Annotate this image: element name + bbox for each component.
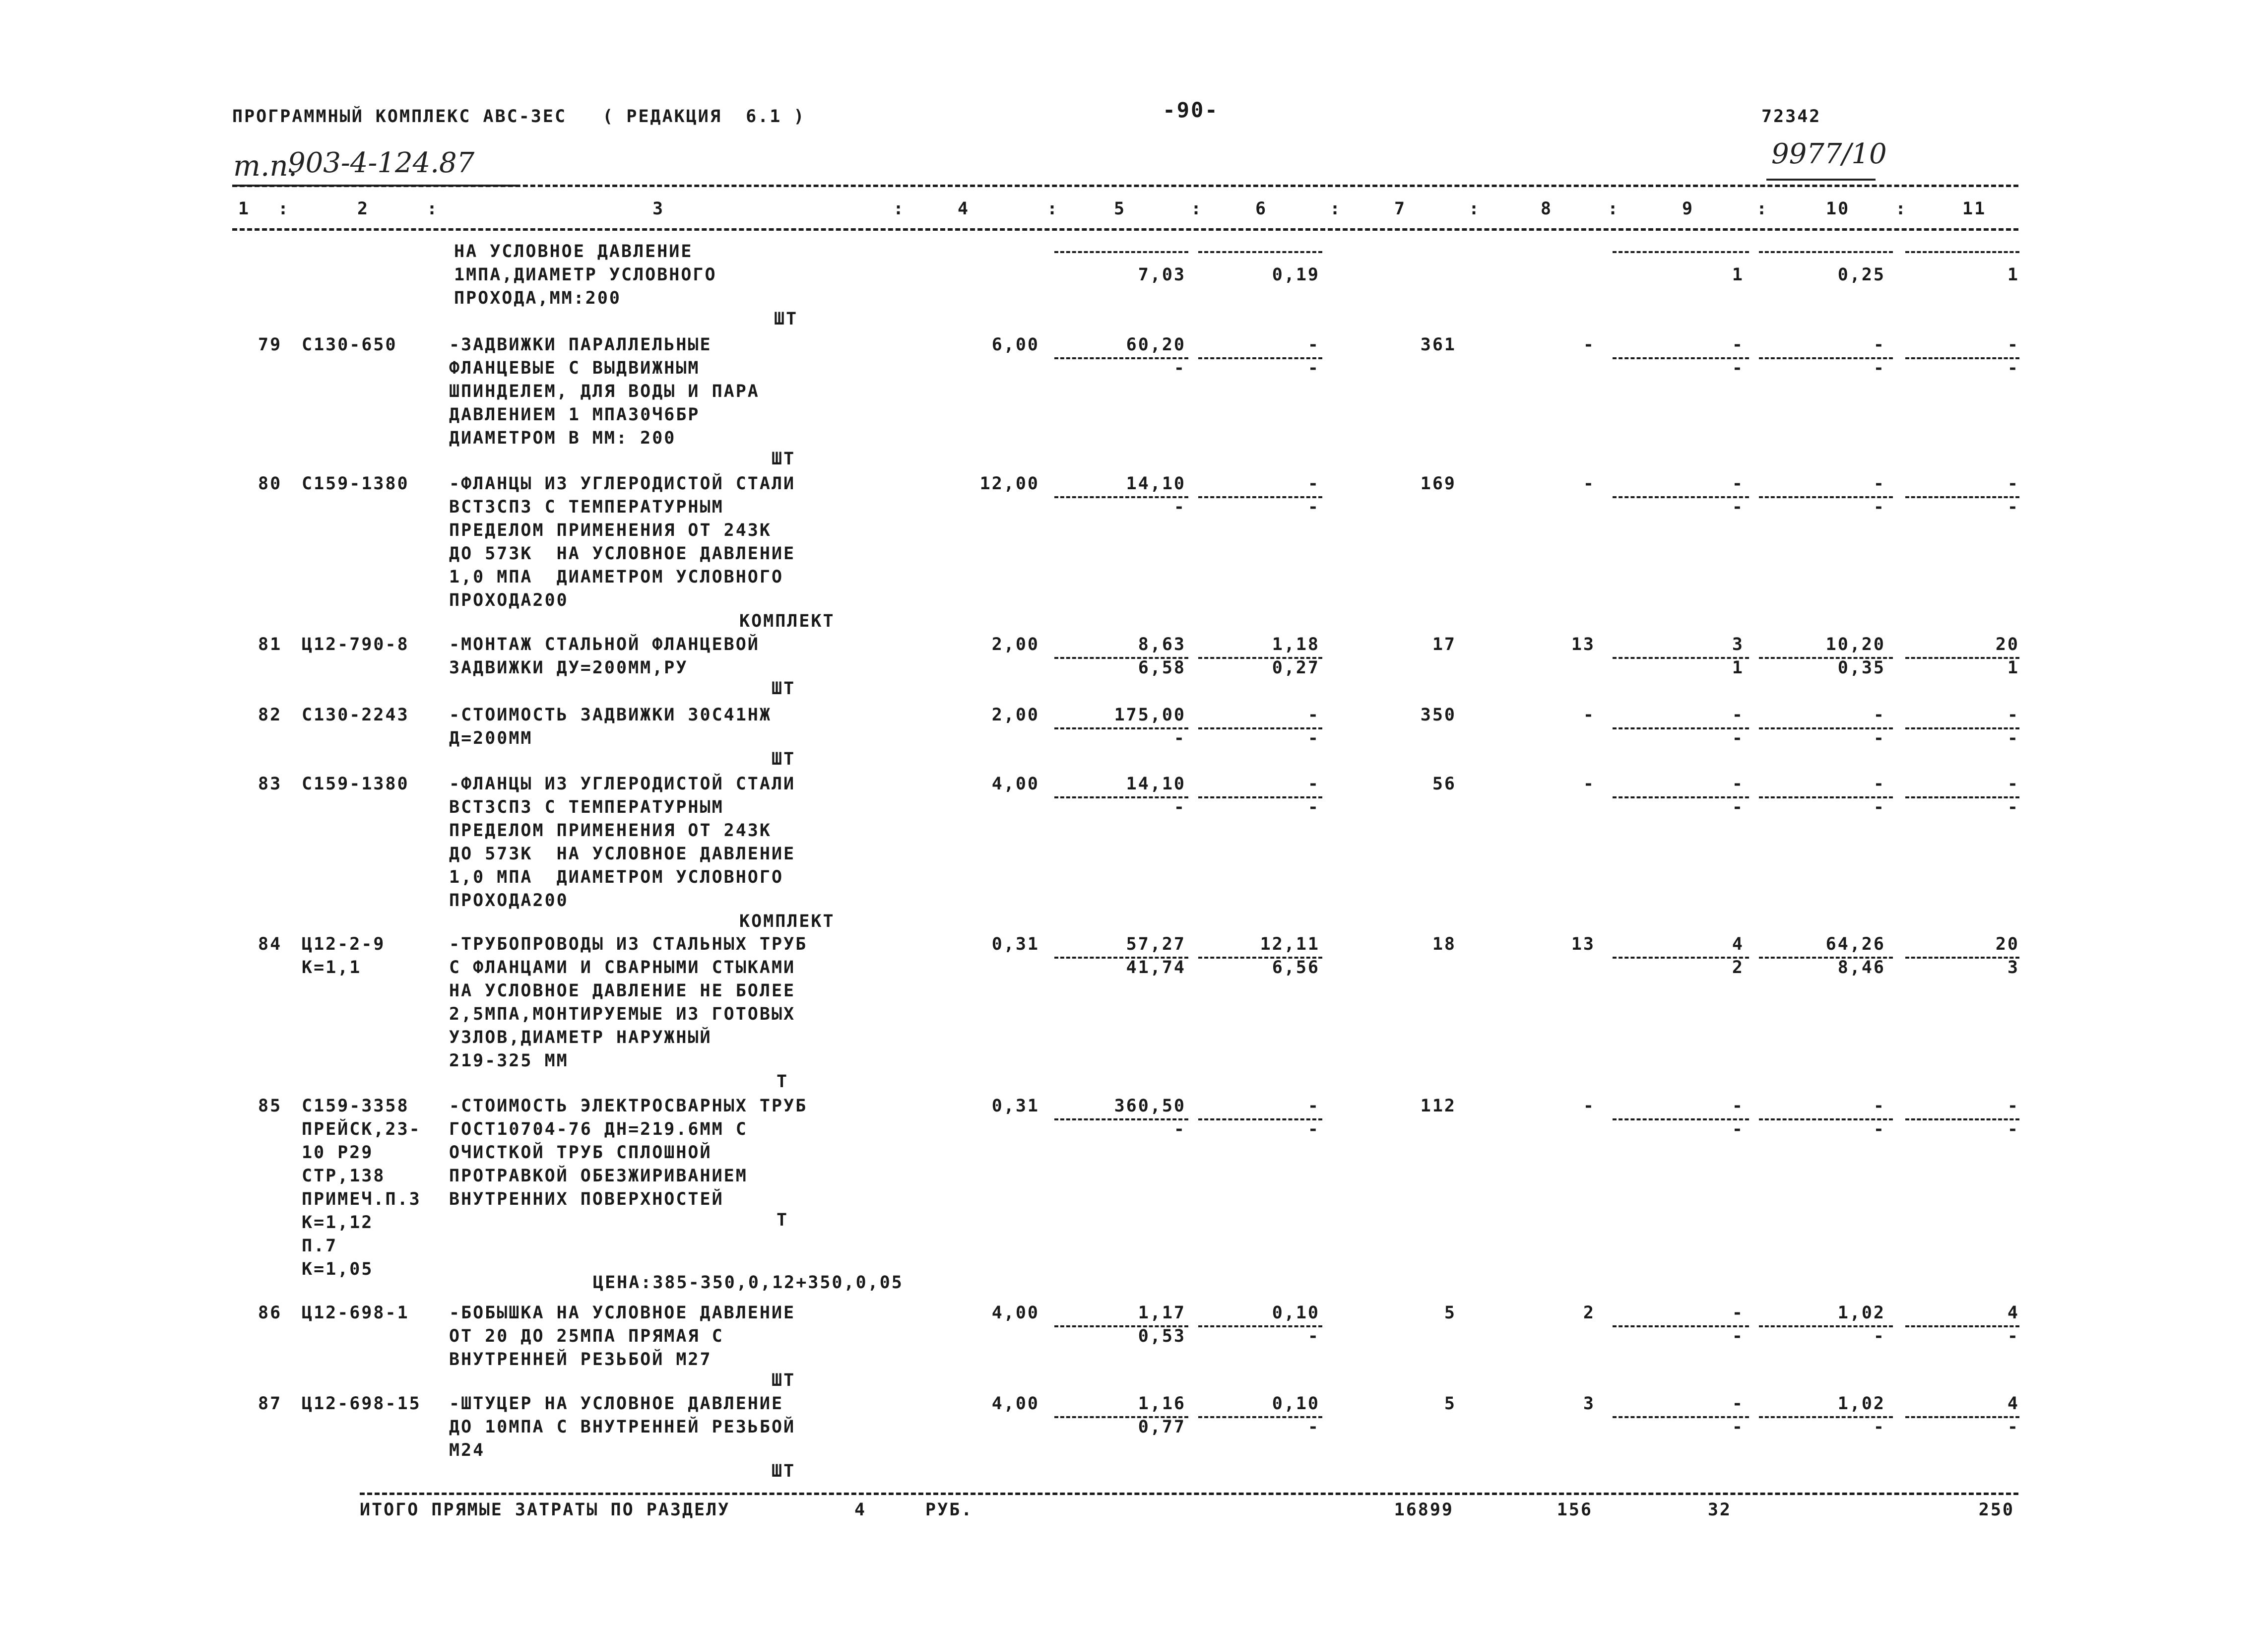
row-code-line: ПРИМЕЧ.П.3 <box>302 1189 421 1209</box>
row-col6-value: - <box>1307 705 1320 725</box>
row-col5-subvalue: - <box>1173 497 1186 517</box>
row-desc-line: -ШТУЦЕР НА УСЛОВНОЕ ДАВЛЕНИЕ <box>449 1394 784 1414</box>
row-desc-line: -СТОИМОСТЬ ЭЛЕКТРОСВАРНЫХ ТРУБ <box>449 1096 808 1116</box>
row-col6-subvalue: - <box>1307 1119 1320 1139</box>
row-desc-line: ПРОТРАВКОЙ ОБЕЗЖИРИВАНИЕМ <box>449 1166 748 1186</box>
row-desc-line: ГОСТ10704-76 ДН=219.6ММ С <box>449 1119 748 1139</box>
row-col8-value: - <box>1583 335 1595 355</box>
row-col9-subvalue: - <box>1732 728 1744 748</box>
row-col7-value: 5 <box>1444 1303 1456 1323</box>
row-col8-value: 3 <box>1583 1394 1595 1414</box>
row-col10-value: - <box>1873 774 1885 794</box>
row-col6-value: - <box>1307 335 1320 355</box>
column-header-10: 10 <box>1826 199 1850 219</box>
row-col6-value: 1,18 <box>1272 635 1320 654</box>
tp-prefix: т.п. <box>233 149 298 183</box>
row-col11-subvalue: 3 <box>2007 958 2019 977</box>
subvalue-separator <box>1613 251 1749 253</box>
row-desc-line: ВНУТРЕННИХ ПОВЕРХНОСТЕЙ <box>449 1189 724 1209</box>
row-col11-subvalue: - <box>2007 497 2019 517</box>
column-header-separator: : <box>1330 199 1342 219</box>
row-code-line: К=1,12 <box>302 1213 374 1233</box>
row-col5-value: 8,63 <box>1138 635 1186 654</box>
row-col8-value: 13 <box>1571 635 1595 654</box>
row-col9-subvalue: - <box>1732 1119 1744 1139</box>
row-number: 79 <box>258 335 282 355</box>
row-col6-subvalue: 0,27 <box>1272 658 1320 678</box>
row-unit: КОМПЛЕКТ <box>739 611 835 631</box>
row-col8-value: - <box>1583 474 1595 494</box>
row-desc-line: ДИАМЕТРОМ В ММ: 200 <box>449 428 676 448</box>
row-unit: ШТ <box>772 749 796 769</box>
total-col8: 156 <box>1556 1500 1593 1520</box>
column-header-8: 8 <box>1541 199 1553 219</box>
row-col9-subvalue: 1 <box>1732 658 1744 678</box>
row-col9-value: - <box>1732 1096 1744 1116</box>
row-unit: ШТ <box>772 1461 796 1481</box>
row-number: 85 <box>258 1096 282 1116</box>
row-desc-line: -ФЛАНЦЫ ИЗ УГЛЕРОДИСТОЙ СТАЛИ <box>449 774 796 794</box>
row-unit: ШТ <box>772 449 796 469</box>
row-col6-subvalue: - <box>1307 1326 1320 1346</box>
row-desc-line: 1,0 МПА ДИАМЕТРОМ УСЛОВНОГО <box>449 567 784 587</box>
row-desc-line: НА УСЛОВНОЕ ДАВЛЕНИЕ НЕ БОЛЕЕ <box>449 981 796 1001</box>
row-col10-value: - <box>1873 474 1885 494</box>
row-unit: Т <box>777 1210 789 1230</box>
row-code-line: С159-3358 <box>302 1096 409 1116</box>
row-desc-line: -ТРУБОПРОВОДЫ ИЗ СТАЛЬНЫХ ТРУБ <box>449 934 808 954</box>
row-col5-subvalue: - <box>1173 728 1186 748</box>
row-col9-subvalue: 2 <box>1732 958 1744 977</box>
row-col10-value: 1,02 <box>1837 1394 1885 1414</box>
total-rule <box>360 1493 2018 1495</box>
row-col9-subvalue: - <box>1732 497 1744 517</box>
row-col6-value: 0,10 <box>1272 1303 1320 1323</box>
total-col11: 250 <box>1978 1500 2014 1520</box>
row-col5-value: 360,50 <box>1114 1096 1186 1116</box>
row-desc-line: ДО 10МПА С ВНУТРЕННЕЙ РЕЗЬБОЙ <box>449 1417 796 1437</box>
row-col5-subvalue: 0,77 <box>1138 1417 1186 1437</box>
row-col9-value: - <box>1732 1394 1744 1414</box>
row-desc-line: -ЗАДВИЖКИ ПАРАЛЛЕЛЬНЫЕ <box>449 335 712 355</box>
row-col10-subvalue: 8,46 <box>1837 958 1885 977</box>
row-col4-quantity: 0,31 <box>991 934 1039 954</box>
column-header-2: 2 <box>357 199 370 219</box>
row-desc-line: ПРОХОДА200 <box>449 891 569 911</box>
row-col5-value: 14,10 <box>1126 474 1186 494</box>
row-col5-value: 1,16 <box>1138 1394 1186 1414</box>
row-col10-value: - <box>1873 1096 1885 1116</box>
total-label: ИТОГО ПРЯМЫЕ ЗАТРАТЫ ПО РАЗДЕЛУ <box>360 1500 730 1520</box>
continuation-col9-sub: 1 <box>1732 265 1744 285</box>
row-col4-quantity: 2,00 <box>991 705 1039 725</box>
row-code-line: П.7 <box>302 1236 338 1256</box>
row-col10-subvalue: - <box>1873 728 1885 748</box>
column-header-separator: : <box>1895 199 1908 219</box>
row-col9-value: - <box>1732 335 1744 355</box>
subvalue-separator <box>1759 251 1893 253</box>
row-number: 83 <box>258 774 282 794</box>
column-header-separator: : <box>1047 199 1059 219</box>
row-col10-subvalue: - <box>1873 497 1885 517</box>
row-desc-line: ДО 573К НА УСЛОВНОЕ ДАВЛЕНИЕ <box>449 844 796 864</box>
row-col11-value: - <box>2007 1096 2019 1116</box>
row-price-formula: ЦЕНА:385-350,0,12+350,0,05 <box>593 1273 904 1293</box>
row-desc-line: 2,5МПА,МОНТИРУЕМЫЕ ИЗ ГОТОВЫХ <box>449 1004 796 1024</box>
row-col5-subvalue: - <box>1173 1119 1186 1139</box>
column-header-separator: : <box>278 199 290 219</box>
row-col11-subvalue: - <box>2007 797 2019 817</box>
sheet-underline <box>1766 179 1876 181</box>
total-col9: 32 <box>1707 1500 1732 1520</box>
row-col6-subvalue: - <box>1307 797 1320 817</box>
row-code-line: С130-650 <box>302 335 397 355</box>
row-col9-value: - <box>1732 474 1744 494</box>
row-code-line: Ц12-698-1 <box>302 1303 409 1323</box>
row-desc-line: ОТ 20 ДО 25МПА ПРЯМАЯ С <box>449 1326 724 1346</box>
column-header-4: 4 <box>958 199 970 219</box>
row-col11-value: 4 <box>2007 1303 2019 1323</box>
row-desc-line: ВСТ3СП3 С ТЕМПЕРАТУРНЫМ <box>449 797 724 817</box>
row-desc-line: М24 <box>449 1440 485 1460</box>
row-desc-line: ДАВЛЕНИЕМ 1 МПА30Ч6БР <box>449 405 700 425</box>
row-desc-line: С ФЛАНЦАМИ И СВАРНЫМИ СТЫКАМИ <box>449 958 796 977</box>
row-code-line: СТР,138 <box>302 1166 386 1186</box>
row-desc-line: ПРЕДЕЛОМ ПРИМЕНЕНИЯ ОТ 243К <box>449 521 772 540</box>
row-col11-value: - <box>2007 705 2019 725</box>
row-col9-subvalue: - <box>1732 1417 1744 1437</box>
page-number: -90- <box>1163 98 1219 122</box>
row-col5-subvalue: 6,58 <box>1138 658 1186 678</box>
row-col10-value: 1,02 <box>1837 1303 1885 1323</box>
row-col6-subvalue: - <box>1307 497 1320 517</box>
sheet-number: 9977/10 <box>1771 138 1887 170</box>
row-col9-value: - <box>1732 705 1744 725</box>
column-header-separator: : <box>1756 199 1769 219</box>
row-col4-quantity: 4,00 <box>991 1394 1039 1414</box>
document-code: 72342 <box>1761 107 1821 127</box>
row-col5-value: 14,10 <box>1126 774 1186 794</box>
row-number: 87 <box>258 1394 282 1414</box>
row-desc-line: -ФЛАНЦЫ ИЗ УГЛЕРОДИСТОЙ СТАЛИ <box>449 474 796 494</box>
row-unit: ШТ <box>772 679 796 699</box>
row-col9-subvalue: - <box>1732 797 1744 817</box>
row-desc-line: -МОНТАЖ СТАЛЬНОЙ ФЛАНЦЕВОЙ <box>449 635 760 654</box>
row-col9-value: 3 <box>1732 635 1744 654</box>
row-col7-value: 169 <box>1420 474 1456 494</box>
row-code-line: Ц12-790-8 <box>302 635 409 654</box>
row-number: 81 <box>258 635 282 654</box>
row-number: 82 <box>258 705 282 725</box>
row-col11-value: - <box>2007 474 2019 494</box>
row-unit: Т <box>777 1072 789 1092</box>
continuation-col6-sub: 0,19 <box>1272 265 1320 285</box>
row-col7-value: 5 <box>1444 1394 1456 1414</box>
row-col10-value: 64,26 <box>1825 934 1885 954</box>
row-col7-value: 17 <box>1432 635 1456 654</box>
column-header-separator: : <box>1469 199 1481 219</box>
row-desc-line: ФЛАНЦЕВЫЕ С ВЫДВИЖНЫМ <box>449 358 700 378</box>
total-section: 4 <box>854 1500 867 1520</box>
row-col10-value: - <box>1873 705 1885 725</box>
row-col6-value: - <box>1307 474 1320 494</box>
row-col11-subvalue: - <box>2007 1326 2019 1346</box>
row-col8-value: - <box>1583 1096 1595 1116</box>
column-header-separator: : <box>427 199 439 219</box>
row-unit: КОМПЛЕКТ <box>739 912 835 931</box>
row-col10-subvalue: - <box>1873 1119 1885 1139</box>
row-col7-value: 350 <box>1420 705 1456 725</box>
row-desc-line: ПРЕДЕЛОМ ПРИМЕНЕНИЯ ОТ 243К <box>449 821 772 841</box>
tp-number: 903-4-124.87 <box>288 147 475 179</box>
row-col6-subvalue: - <box>1307 358 1320 378</box>
row-col9-value: - <box>1732 1303 1744 1323</box>
row-desc-line: ВСТ3СП3 С ТЕМПЕРАТУРНЫМ <box>449 497 724 517</box>
row-col7-value: 361 <box>1420 335 1456 355</box>
row-col9-subvalue: - <box>1732 1326 1744 1346</box>
column-header-6: 6 <box>1255 199 1268 219</box>
total-col7: 16899 <box>1394 1500 1454 1520</box>
row-col9-value: 4 <box>1732 934 1744 954</box>
row-desc-line: ДО 573К НА УСЛОВНОЕ ДАВЛЕНИЕ <box>449 544 796 564</box>
column-header-1: 1 <box>238 199 251 219</box>
row-col7-value: 112 <box>1420 1096 1456 1116</box>
row-code-line: С130-2243 <box>302 705 409 725</box>
row-col11-subvalue: - <box>2007 358 2019 378</box>
row-code-line: Ц12-2-9 <box>302 934 386 954</box>
column-header-separator: : <box>893 199 906 219</box>
column-header-9: 9 <box>1682 199 1694 219</box>
row-col10-subvalue: - <box>1873 797 1885 817</box>
row-col7-value: 56 <box>1432 774 1456 794</box>
row-col6-subvalue: - <box>1307 728 1320 748</box>
row-col9-value: - <box>1732 774 1744 794</box>
row-desc-line: -БОБЫШКА НА УСЛОВНОЕ ДАВЛЕНИЕ <box>449 1303 796 1323</box>
column-header-5: 5 <box>1114 199 1126 219</box>
row-number: 84 <box>258 934 282 954</box>
row-code-line: К=1,05 <box>302 1259 374 1279</box>
row-desc-line: ВНУТРЕННЕЙ РЕЗЬБОЙ М27 <box>449 1350 712 1369</box>
row-desc-line: ПРОХОДА200 <box>449 590 569 610</box>
continuation-desc-line: ПРОХОДА,ММ:200 <box>454 288 622 308</box>
row-col6-value: - <box>1307 1096 1320 1116</box>
row-col4-quantity: 12,00 <box>979 474 1039 494</box>
row-col5-subvalue: - <box>1173 358 1186 378</box>
row-code-line: К=1,1 <box>302 958 362 977</box>
header-rule-bottom <box>232 228 2018 231</box>
row-code-line: С159-1380 <box>302 474 409 494</box>
row-desc-line: 1,0 МПА ДИАМЕТРОМ УСЛОВНОГО <box>449 867 784 887</box>
row-col11-subvalue: 1 <box>2007 658 2019 678</box>
row-col11-subvalue: - <box>2007 1119 2019 1139</box>
row-col7-value: 18 <box>1432 934 1456 954</box>
row-col5-subvalue: - <box>1173 797 1186 817</box>
row-code-line: С159-1380 <box>302 774 409 794</box>
row-col8-value: 2 <box>1583 1303 1595 1323</box>
total-currency: РУБ. <box>925 1500 973 1520</box>
row-col6-subvalue: - <box>1307 1417 1320 1437</box>
program-title: ПРОГРАММНЫЙ КОМПЛЕКС АВС-ЗЕС ( РЕДАКЦИЯ 6.1 ) <box>232 107 806 127</box>
subvalue-separator <box>1054 251 1188 253</box>
row-col4-quantity: 4,00 <box>991 1303 1039 1323</box>
row-col10-subvalue: - <box>1873 1417 1885 1437</box>
row-col11-subvalue: - <box>2007 1417 2019 1437</box>
row-col10-value: - <box>1873 335 1885 355</box>
row-number: 80 <box>258 474 282 494</box>
column-header-7: 7 <box>1394 199 1407 219</box>
subvalue-separator <box>1905 251 2019 253</box>
header-rule-top <box>232 185 2018 187</box>
row-col4-quantity: 4,00 <box>991 774 1039 794</box>
row-desc-line: 219-325 ММ <box>449 1051 569 1071</box>
column-header-3: 3 <box>652 199 665 219</box>
row-col6-value: 0,10 <box>1272 1394 1320 1414</box>
row-col5-subvalue: 0,53 <box>1138 1326 1186 1346</box>
row-number: 86 <box>258 1303 282 1323</box>
row-col5-value: 60,20 <box>1126 335 1186 355</box>
row-col11-subvalue: - <box>2007 728 2019 748</box>
row-col4-quantity: 6,00 <box>991 335 1039 355</box>
row-col11-value: 20 <box>1995 635 2019 654</box>
column-header-separator: : <box>1608 199 1620 219</box>
row-col11-value: - <box>2007 774 2019 794</box>
row-col5-value: 57,27 <box>1126 934 1186 954</box>
row-desc-line: -СТОИМОСТЬ ЗАДВИЖКИ 30С41НЖ <box>449 705 772 725</box>
continuation-desc-line: 1МПА,ДИАМЕТР УСЛОВНОГО <box>454 265 717 285</box>
row-col10-subvalue: - <box>1873 358 1885 378</box>
row-col6-subvalue: 6,56 <box>1272 958 1320 977</box>
row-col10-value: 10,20 <box>1825 635 1885 654</box>
row-col11-value: 20 <box>1995 934 2019 954</box>
row-col5-subvalue: 41,74 <box>1126 958 1186 977</box>
row-col8-value: 13 <box>1571 934 1595 954</box>
row-col8-value: - <box>1583 774 1595 794</box>
row-col5-value: 1,17 <box>1138 1303 1186 1323</box>
row-col11-value: - <box>2007 335 2019 355</box>
row-desc-line: УЗЛОВ,ДИАМЕТР НАРУЖНЫЙ <box>449 1028 712 1047</box>
row-col6-value: - <box>1307 774 1320 794</box>
row-desc-line: Д=200ММ <box>449 728 533 748</box>
column-header-11: 11 <box>1962 199 1987 219</box>
row-col5-value: 175,00 <box>1114 705 1186 725</box>
row-code-line: Ц12-698-15 <box>302 1394 421 1414</box>
row-unit: ШТ <box>772 1370 796 1390</box>
row-col4-quantity: 2,00 <box>991 635 1039 654</box>
row-col11-value: 4 <box>2007 1394 2019 1414</box>
continuation-unit: ШТ <box>774 309 798 329</box>
column-header-separator: : <box>1191 199 1203 219</box>
continuation-col10-sub: 0,25 <box>1837 265 1885 285</box>
row-col8-value: - <box>1583 705 1595 725</box>
row-col10-subvalue: 0,35 <box>1837 658 1885 678</box>
continuation-col11-sub: 1 <box>2007 265 2019 285</box>
row-col10-subvalue: - <box>1873 1326 1885 1346</box>
row-code-line: ПРЕЙСК,23- <box>302 1119 421 1139</box>
row-col4-quantity: 0,31 <box>991 1096 1039 1116</box>
row-desc-line: ОЧИСТКОЙ ТРУБ СПЛОШНОЙ <box>449 1143 712 1163</box>
continuation-col5-sub: 7,03 <box>1138 265 1186 285</box>
continuation-desc-line: НА УСЛОВНОЕ ДАВЛЕНИЕ <box>454 242 693 261</box>
row-code-line: 10 Р29 <box>302 1143 374 1163</box>
subvalue-separator <box>1198 251 1322 253</box>
row-desc-line: ЗАДВИЖКИ ДУ=200ММ,РУ <box>449 658 688 678</box>
row-col6-value: 12,11 <box>1260 934 1320 954</box>
row-col9-subvalue: - <box>1732 358 1744 378</box>
row-desc-line: ШПИНДЕЛЕМ, ДЛЯ ВОДЫ И ПАРА <box>449 382 760 401</box>
